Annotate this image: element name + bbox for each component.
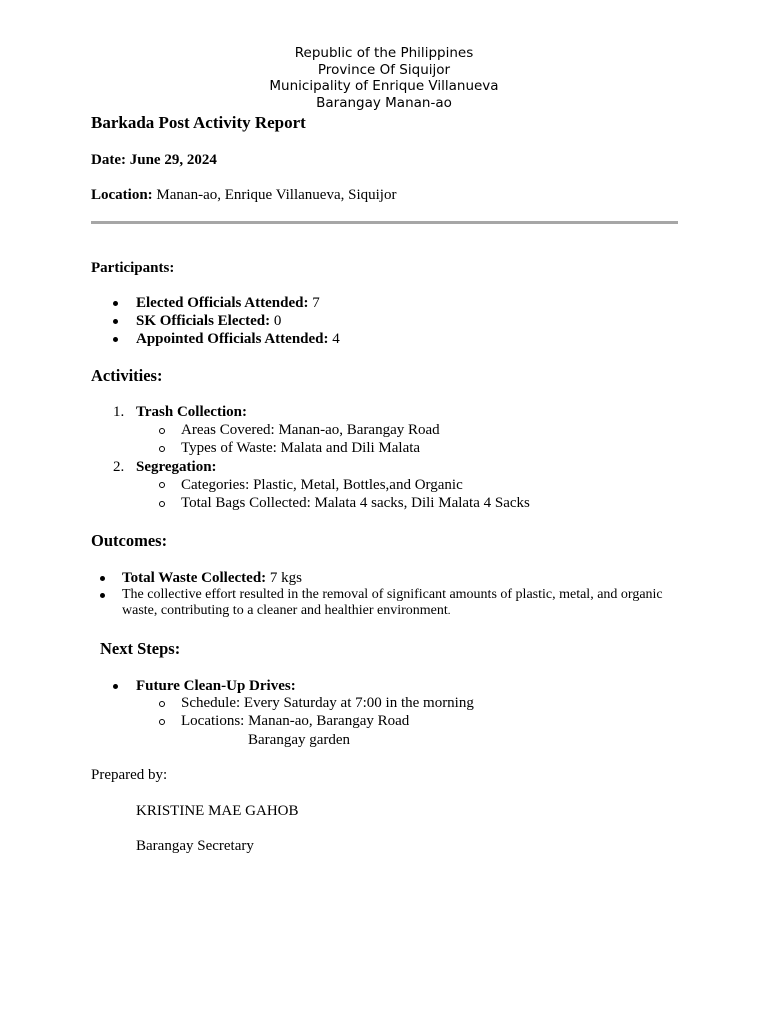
activity-label: Trash Collection: [136, 404, 247, 420]
header-barangay: Barangay Manan-ao [316, 94, 452, 111]
next-steps-heading: Next Steps: [100, 639, 181, 658]
header-municipality: Municipality of Enrique Villanueva [269, 78, 499, 94]
sub-bullet-icon [159, 719, 165, 725]
report-date: Date: June 29, 2024 [91, 152, 217, 168]
activity-subitem: Total Bags Collected: Malata 4 sacks, Dili Malata 4 Sacks [181, 495, 530, 511]
outcome-total: Total Waste Collected: 7 kgs [122, 570, 302, 586]
document-header [0, 45, 768, 111]
bullet-icon [113, 684, 118, 689]
bullet-icon [100, 593, 105, 598]
sub-bullet-icon [159, 701, 165, 707]
outcome-effort-line-2: waste, contributing to a cleaner and healthier environment. [122, 603, 451, 618]
participants-heading: Participants: [91, 260, 175, 276]
location-label: Location: [91, 187, 153, 203]
bullet-icon [113, 301, 118, 306]
location-value: Manan-ao, Enrique Villanueva, Siquijor [152, 187, 397, 203]
header-province: Province Of Siquijor [317, 61, 451, 78]
bullet-icon [113, 319, 118, 324]
prepared-by-label: Prepared by: [91, 767, 168, 783]
participant-item: Appointed Officials Attended: 4 [136, 331, 340, 347]
activity-number: 2. [113, 459, 125, 475]
report-location [91, 186, 396, 204]
next-steps-locations: Locations: Manan-ao, Barangay Road [181, 713, 410, 729]
sub-bullet-icon [159, 501, 165, 507]
activity-label: Segregation: [136, 459, 217, 475]
header-republic: Republic of the Philippines [294, 45, 474, 61]
preparer-name: KRISTINE MAE GAHOB [136, 803, 299, 819]
next-steps-locations-extra: Barangay garden [248, 732, 351, 748]
activities-heading: Activities: [91, 366, 163, 385]
bullet-icon [100, 576, 105, 581]
report-title: Barkada Post Activity Report [91, 113, 306, 132]
participant-item: Elected Officials Attended: 7 [136, 295, 320, 311]
activity-subitem: Categories: Plastic, Metal, Bottles,and Organic [181, 477, 463, 493]
participant-item: SK Officials Elected: 0 [136, 313, 282, 329]
activity-subitem: Areas Covered: Manan-ao, Barangay Road [181, 422, 440, 438]
sub-bullet-icon [159, 428, 165, 434]
next-steps-item: Future Clean-Up Drives: [136, 678, 296, 694]
next-steps-schedule: Schedule: Every Saturday at 7:00 in the morning [181, 695, 474, 711]
bullet-icon [113, 337, 118, 342]
activity-number: 1. [113, 404, 125, 420]
preparer-position: Barangay Secretary [136, 838, 254, 854]
sub-bullet-icon [159, 446, 165, 452]
activity-subitem: Types of Waste: Malata and Dili Malata [181, 440, 421, 456]
outcomes-heading: Outcomes: [91, 531, 168, 550]
sub-bullet-icon [159, 482, 165, 488]
outcome-effort-line-1: The collective effort resulted in the removal of significant amounts of plastic, metal, and organic [122, 587, 663, 602]
horizontal-divider [91, 221, 678, 224]
